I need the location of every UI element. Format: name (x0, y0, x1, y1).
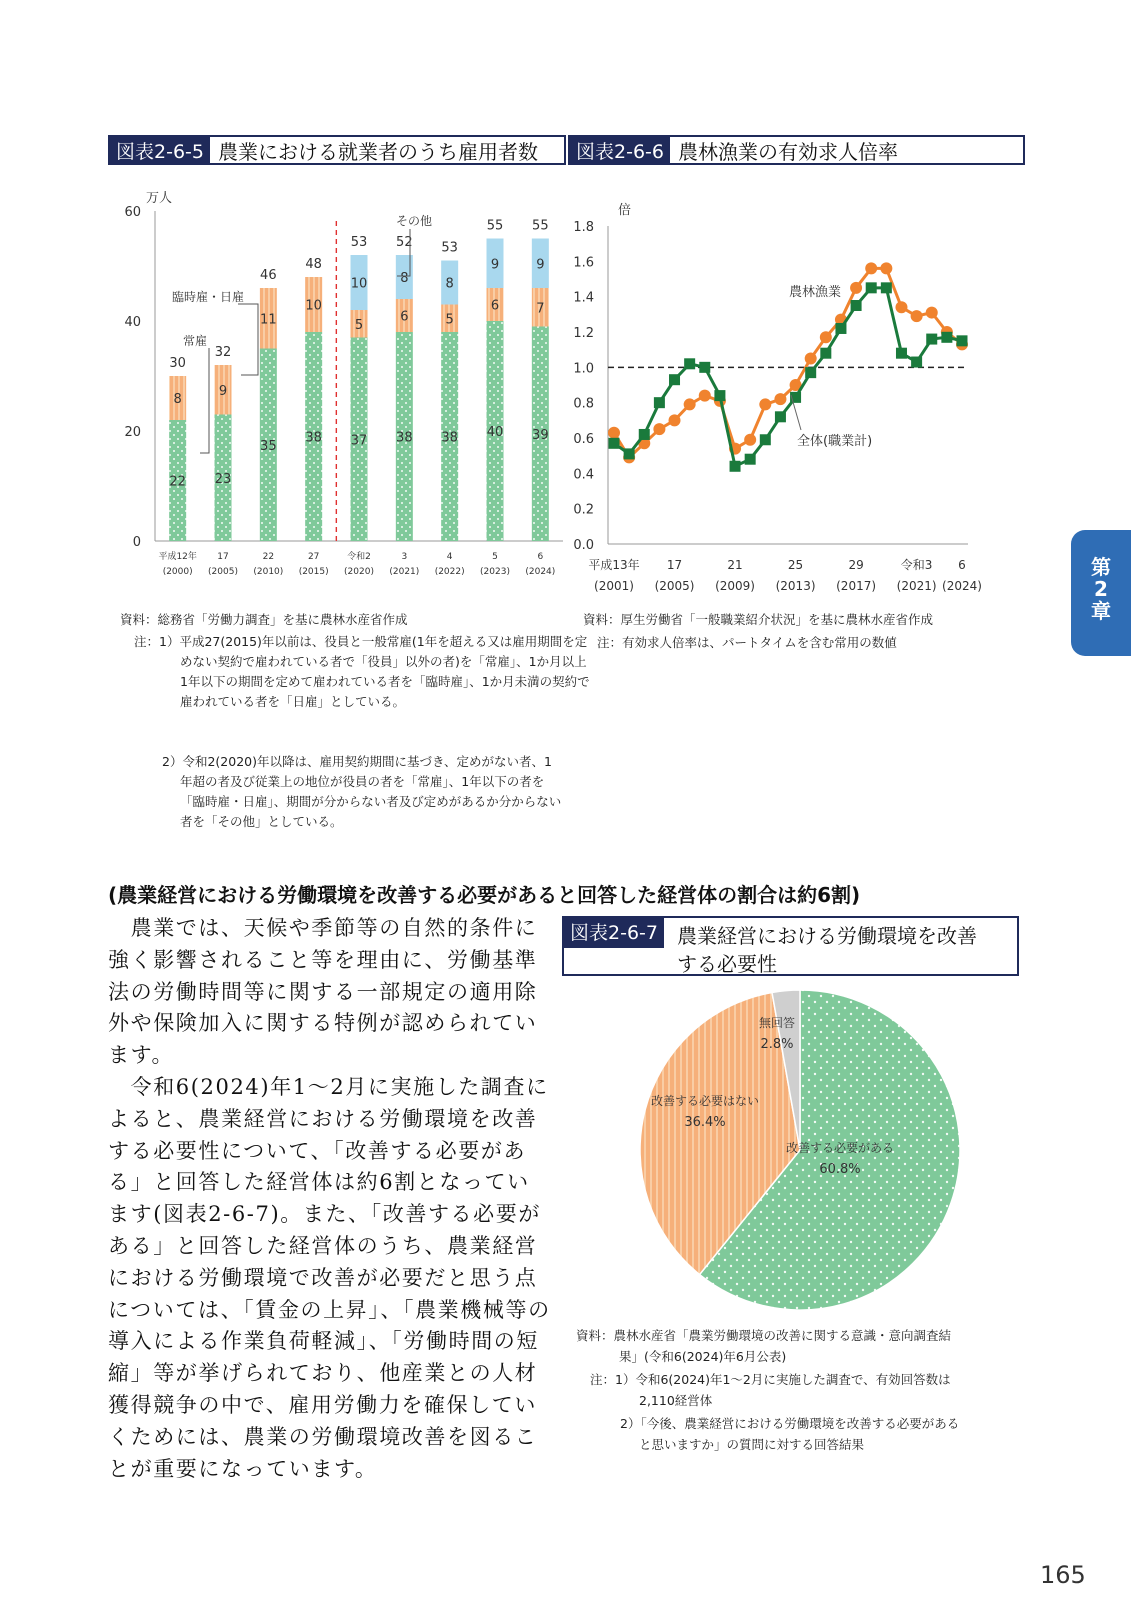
x-tick-label: 平成12年 (158, 552, 197, 562)
fig7-title-line1: 農業経営における労働環境を改善 (677, 924, 977, 948)
body-line: については、「賃金の上昇」、「農業機械等の (108, 1297, 551, 1322)
point-agri (881, 282, 892, 293)
x-tick-label: 17 (666, 558, 683, 572)
bar-total-label: 52 (396, 235, 413, 250)
x-tick-label-year: (2000) (162, 567, 193, 577)
point-agri (896, 348, 907, 359)
bar-value-label: 8 (445, 276, 454, 292)
point-total (865, 262, 877, 274)
point-total (880, 262, 892, 274)
fig5-title: 農業における就業者のうち雇用者数 (217, 139, 538, 164)
legend-leader-temporary (238, 304, 258, 375)
point-agri (866, 282, 877, 293)
bar-value-label: 10 (350, 276, 368, 292)
point-agri (911, 357, 922, 368)
x-tick-label-year: (2020) (344, 567, 374, 577)
point-total (759, 398, 771, 410)
point-agri (669, 374, 680, 385)
chapter-tab-char-3: 章 (1091, 599, 1111, 623)
point-total (850, 282, 862, 294)
bar-value-label: 9 (490, 257, 500, 273)
fig7-source-line1: 資料：農林水産省「農業労働環境の改善に関する意識・意向調査結 (576, 1328, 952, 1343)
x-tick-label-year: (2017) (836, 579, 877, 593)
series-label-total: 全体(職業計) (797, 434, 873, 449)
body-line: 縮」等が挙げられており、他産業との人材 (108, 1361, 538, 1386)
x-tick-label: 平成13年 (588, 558, 640, 572)
legend-leader-regular (200, 348, 209, 453)
point-agri (926, 334, 937, 345)
point-agri (775, 411, 786, 422)
x-tick-label-year: (2005) (654, 579, 695, 593)
fig6-tag: 図表2-6-6 (570, 137, 670, 163)
x-tick-label: 3 (401, 552, 408, 562)
bar-value-label: 40 (486, 425, 504, 440)
point-agri (805, 367, 816, 378)
page-number: 165 (1040, 1561, 1086, 1589)
point-agri (730, 461, 741, 472)
pie-value-label: 60.8% (819, 1162, 861, 1177)
bar-value-label: 38 (396, 430, 413, 446)
fig6-title: 農林漁業の有効求人倍率 (677, 139, 898, 164)
point-agri (654, 397, 665, 408)
bar-value-label: 11 (260, 312, 277, 328)
bar-total-label: 48 (305, 257, 322, 272)
x-tick-label: 21 (727, 558, 743, 572)
y-tick-label: 0.6 (573, 432, 594, 447)
fig5-note-2: 2）令和2(2020)年以降は、雇用契約期間に基づき、定めがない者、1年超の者及び従業上の地位が役員の者を「常雇」、1年以下の者を「臨時雇・日雇」、期間が分からない者及び定めがあるか分からない者を「その他」としている。 (162, 754, 562, 829)
fig7-note1-line2: 2,110経営体 (639, 1393, 713, 1408)
fig7-source-line2: 果」(令和6(2024)年6月公表) (619, 1349, 787, 1364)
legend-label-temporary: 臨時雇・日雇 (172, 290, 245, 304)
body-line: よると、農業経営における労働環境を改善 (108, 1106, 538, 1131)
body-line: 外や保険加入に関する特例が認められてい (108, 1011, 538, 1036)
bar-value-label: 10 (305, 298, 322, 314)
point-agri (957, 335, 968, 346)
x-tick-label: 5 (492, 552, 498, 562)
x-tick-label-year: (2024) (525, 567, 556, 577)
fig6-note: 注：有効求人倍率は、パートタイムを含む常用の数値 (597, 635, 897, 650)
chapter-side-tab[interactable] (1071, 530, 1131, 656)
point-agri (820, 348, 831, 359)
point-agri (745, 454, 756, 465)
body-line: 法の労働時間等に関する一部規定の適用除 (108, 979, 538, 1004)
x-tick-label-year: (2024) (942, 579, 982, 593)
x-tick-label-year: (2005) (208, 567, 238, 577)
point-agri (941, 332, 952, 343)
body-paragraph (108, 913, 551, 1485)
x-tick-label-year: (2021) (389, 567, 420, 577)
bar-value-label: 8 (173, 392, 182, 407)
fig5-title-bar (108, 135, 566, 165)
bar-value-label: 23 (214, 471, 232, 487)
point-agri (760, 434, 771, 445)
fig6-source: 資料：厚生労働省「一般職業紹介状況」を基に農林水産省作成 (583, 612, 934, 627)
point-agri (714, 390, 725, 401)
fig7-pie-chart (620, 975, 970, 1315)
body-line: 獲得競争の中で、雇用労働力を確保してい (108, 1392, 537, 1417)
point-agri (851, 300, 862, 311)
bar-value-label: 7 (536, 301, 545, 317)
chapter-tab-char-1: 第 (1091, 555, 1111, 579)
point-total (926, 307, 938, 319)
x-tick-label: 6 (537, 552, 544, 562)
y-tick-label: 40 (124, 315, 141, 330)
bar-value-label: 6 (400, 309, 409, 325)
legend-label-regular: 常雇 (183, 334, 208, 348)
series-line-agri (614, 288, 962, 466)
x-tick-label-year: (2009) (715, 579, 755, 593)
point-total (653, 423, 665, 435)
x-tick-label-year: (2013) (775, 579, 816, 593)
y-tick-label: 0.2 (573, 502, 594, 518)
legend-label-other: その他 (396, 214, 433, 228)
fig7-note2-line1: 2）「今後、農業経営における労働環境を改善する必要がある (620, 1416, 960, 1431)
x-tick-label: 29 (848, 558, 864, 572)
fig5-tag: 図表2-6-5 (110, 137, 210, 163)
x-tick-label: 令和3 (900, 558, 933, 572)
y-tick-label: 1.6 (573, 255, 594, 271)
fig5-unit-label: 万人 (146, 191, 173, 206)
bar-total-label: 46 (260, 268, 277, 283)
x-tick-label: 25 (787, 558, 804, 572)
body-line: ます。 (108, 1043, 175, 1068)
body-line: ます(図表2-6-7)。また、「改善する必要が (108, 1202, 541, 1227)
x-tick-label-year: (2022) (434, 567, 465, 577)
bar-value-label: 8 (400, 271, 409, 286)
section-heading: (農業経営における労働環境を改善する必要があると回答した経営体の割合は約6割) (108, 883, 861, 907)
fig7-note2-line2: と思いますか」の質問に対する回答結果 (639, 1437, 865, 1452)
fig6-title-bar (568, 135, 1025, 165)
x-tick-label: 4 (446, 552, 453, 562)
y-tick-label: 0.4 (573, 467, 594, 483)
body-line: する必要性について、「改善する必要があ (108, 1138, 527, 1163)
point-total (774, 393, 786, 405)
fig5-bar-chart (108, 185, 568, 605)
y-tick-label: 60 (124, 205, 141, 220)
point-total (805, 353, 817, 365)
pie-value-label: 36.4% (684, 1115, 726, 1130)
bar-value-label: 5 (354, 317, 364, 333)
bar-value-label: 9 (218, 383, 228, 399)
point-agri (624, 448, 635, 459)
body-line: 導入による作業負荷軽減」、「労働時間の短 (108, 1329, 539, 1354)
x-tick-label: 27 (307, 552, 320, 562)
x-tick-label-year: (2023) (480, 567, 510, 577)
bar-value-label: 38 (441, 430, 458, 446)
x-tick-label: 17 (217, 552, 229, 562)
bar-value-label: 39 (532, 427, 549, 443)
fig7-tag: 図表2-6-7 (564, 918, 664, 948)
point-agri (835, 323, 846, 334)
point-agri (639, 429, 650, 440)
fig5-source: 資料：総務省「労働力調査」を基に農林水産省作成 (120, 612, 408, 627)
y-tick-label: 1.0 (573, 361, 594, 377)
point-total (669, 414, 681, 426)
y-tick-label: 1.2 (573, 326, 594, 341)
bar-value-label: 6 (490, 298, 500, 314)
point-total (699, 390, 711, 402)
pie-category-label: 改善する必要がある (785, 1141, 895, 1155)
x-tick-label: 22 (262, 552, 275, 562)
pie-value-label: 2.8% (760, 1037, 794, 1052)
x-tick-label: 6 (958, 558, 966, 572)
bar-value-label: 5 (445, 312, 454, 328)
series-line-total (614, 268, 962, 457)
body-line: とが重要になっています。 (108, 1456, 378, 1481)
chapter-tab-char-2: 2 (1094, 577, 1108, 601)
point-total (744, 434, 756, 446)
bar-value-label: 22 (169, 474, 186, 490)
body-line: 強く影響されること等を理由に、労働基準 (108, 947, 538, 972)
body-line: 農業では、天候や季節等の自然的条件に (108, 916, 538, 940)
x-tick-label: 令和2 (347, 552, 371, 562)
x-tick-label-year: (2015) (298, 567, 329, 577)
point-agri (684, 358, 695, 369)
bar-value-label: 38 (305, 430, 322, 446)
y-tick-label: 20 (124, 425, 141, 440)
fig5-note-1: 注：1）平成27(2015)年以前は、役員と一般常雇(1年を超える又は雇用期間を定めない契約で雇われている者で「役員」以外の者)を「常雇」、1か月以上1年以下の期間を定めて雇われている者を「臨時雇」、1か月未満の契約で雇われている者を「日雇」としている。 (134, 634, 590, 709)
y-tick-label: 0.8 (573, 396, 594, 412)
series-label-agri: 農林漁業 (789, 285, 842, 300)
bar-total-label: 32 (214, 345, 232, 360)
x-tick-label-year: (2001) (594, 579, 634, 593)
point-agri (699, 362, 710, 373)
y-tick-label: 1.8 (573, 220, 594, 235)
fig7-title-line2: する必要性 (677, 952, 777, 976)
point-agri (609, 438, 620, 449)
y-tick-label: 1.4 (573, 290, 594, 306)
bar-value-label: 35 (260, 438, 277, 454)
y-tick-label: 0 (132, 535, 141, 550)
body-line: る」と回答した経営体は約6割となってい (108, 1170, 530, 1195)
body-line: における労働環境で改善が必要だと思う点 (108, 1265, 538, 1290)
bar-value-label: 37 (350, 433, 368, 449)
fig6-line-chart (568, 200, 1008, 610)
point-total (895, 301, 907, 313)
x-tick-label-year: (2010) (253, 567, 284, 577)
point-total (911, 310, 923, 322)
bar-total-label: 55 (532, 218, 549, 234)
x-tick-label-year: (2021) (896, 579, 937, 593)
body-line: 令和6(2024)年1～2月に実施した調査に (108, 1074, 549, 1099)
point-total (608, 427, 620, 439)
bar-total-label: 55 (486, 218, 504, 234)
body-line: くためには、農業の労働環境改善を図るこ (108, 1424, 538, 1449)
bar-total-label: 53 (441, 240, 458, 256)
point-total (684, 398, 696, 410)
point-total (820, 331, 832, 343)
fig7-title-bar (562, 916, 1019, 976)
pie-category-label: 改善する必要はない (650, 1094, 760, 1108)
bar-value-label: 9 (536, 257, 545, 273)
bar-total-label: 30 (169, 356, 186, 371)
bar-total-label: 53 (350, 235, 368, 250)
fig7-note1-line1: 注：1）令和6(2024)年1～2月に実施した調査で、有効回答数は (590, 1372, 951, 1387)
body-line: ある」と回答した経営体のうち、農業経営 (108, 1233, 538, 1258)
pie-category-label: 無回答 (758, 1016, 796, 1030)
fig6-unit-label: 倍 (618, 203, 632, 218)
y-tick-label: 0.0 (573, 538, 594, 553)
